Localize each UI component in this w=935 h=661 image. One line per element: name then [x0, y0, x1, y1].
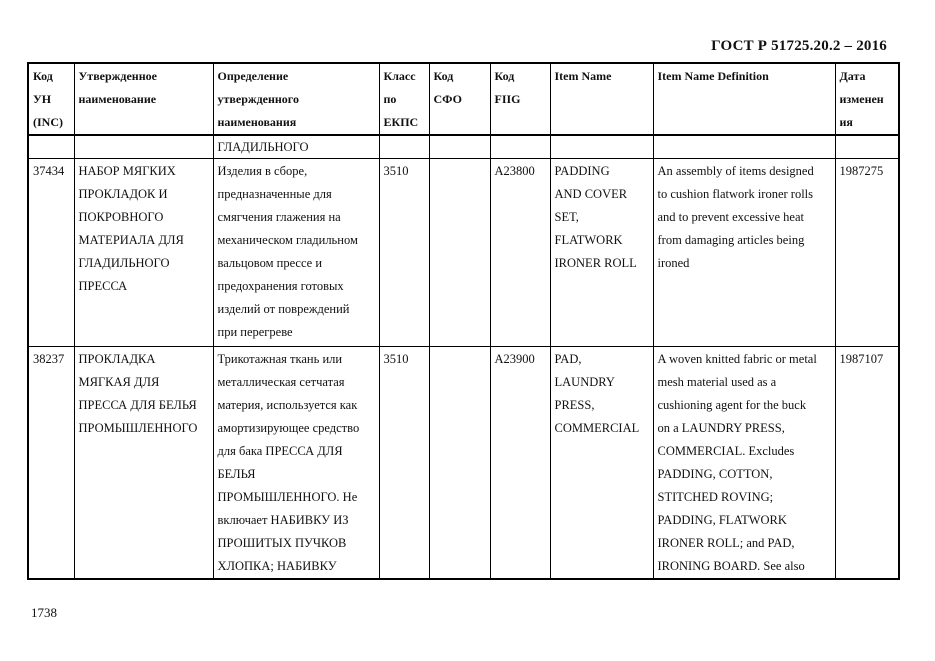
- fiig-code-cell: A23900: [490, 347, 550, 580]
- column-header-sfo-code: Код СФО: [429, 63, 490, 135]
- table-cell: [379, 135, 429, 159]
- table-cell: [550, 135, 653, 159]
- table-cell: [74, 135, 213, 159]
- ekps-class-cell: 3510: [379, 159, 429, 347]
- sfo-code-cell: [429, 347, 490, 580]
- ekps-class-cell: 3510: [379, 347, 429, 580]
- definition-cell: Трикотажная ткань или металлическая сетчатая материя, используется как амортизирующее средство для бака ПРЕССА ДЛЯ БЕЛЬЯ ПРОМЫШЛЕННОГО. Не включает НАБИВКУ ИЗ ПРОШИТЫХ ПУЧКОВ ХЛОПКА; НАБИВКУ: [213, 347, 379, 580]
- item-name-cell: PAD, LAUNDRY PRESS, COMMERCIAL: [550, 347, 653, 580]
- inc-cell: 37434: [28, 159, 74, 347]
- column-header-definition: Определение утвержденного наименования: [213, 63, 379, 135]
- column-header-approved-name: Утвержденное наименование: [74, 63, 213, 135]
- document-standard-number: ГОСТ Р 51725.20.2 – 2016: [711, 38, 887, 54]
- column-header-ekps-class: Класс по ЕКПС: [379, 63, 429, 135]
- item-name-table: [27, 62, 900, 580]
- table-row: [28, 347, 899, 580]
- column-header-fiig-code: Код FIIG: [490, 63, 550, 135]
- table-cell: [653, 135, 835, 159]
- change-date-cell: 1987275: [835, 159, 899, 347]
- sfo-code-cell: [429, 159, 490, 347]
- fiig-code-cell: A23800: [490, 159, 550, 347]
- table-row: [28, 159, 899, 347]
- column-header-change-date: Дата изменен ия: [835, 63, 899, 135]
- table-cell: ГЛАДИЛЬНОГО: [213, 135, 379, 159]
- approved-name-cell: ПРОКЛАДКА МЯГКАЯ ДЛЯ ПРЕССА ДЛЯ БЕЛЬЯ ПРОМЫШЛЕННОГО: [74, 347, 213, 580]
- item-definition-cell: A woven knitted fabric or metal mesh material used as a cushioning agent for the buck on a LAUNDRY PRESS, COMMERCIAL. Excludes PADDING, COTTON, STITCHED ROVING; PADDING, FLATWORK IRONER ROLL; and PAD, IRONING BOARD. See also: [653, 347, 835, 580]
- table-row-continuation: [28, 135, 899, 159]
- column-header-inc: Код УН (INC): [28, 63, 74, 135]
- table-cell: [835, 135, 899, 159]
- page-number: 1738: [31, 605, 57, 620]
- change-date-cell: 1987107: [835, 347, 899, 580]
- inc-cell: 38237: [28, 347, 74, 580]
- column-header-item-name: Item Name: [550, 63, 653, 135]
- definition-cell: Изделия в сборе, предназначенные для смягчения глажения на механическом гладильном вальцовом прессе и предохранения готовых изделий от повреждений при перегреве: [213, 159, 379, 347]
- table-cell: [429, 135, 490, 159]
- table-cell: [490, 135, 550, 159]
- column-header-item-definition: Item Name Definition: [653, 63, 835, 135]
- approved-name-cell: НАБОР МЯГКИХ ПРОКЛАДОК И ПОКРОВНОГО МАТЕРИАЛА ДЛЯ ГЛАДИЛЬНОГО ПРЕССА: [74, 159, 213, 347]
- table-header-row: [28, 63, 899, 135]
- item-name-cell: PADDING AND COVER SET, FLATWORK IRONER ROLL: [550, 159, 653, 347]
- item-definition-cell: An assembly of items designed to cushion flatwork ironer rolls and to prevent excessive heat from damaging articles being ironed: [653, 159, 835, 347]
- table-cell: [28, 135, 74, 159]
